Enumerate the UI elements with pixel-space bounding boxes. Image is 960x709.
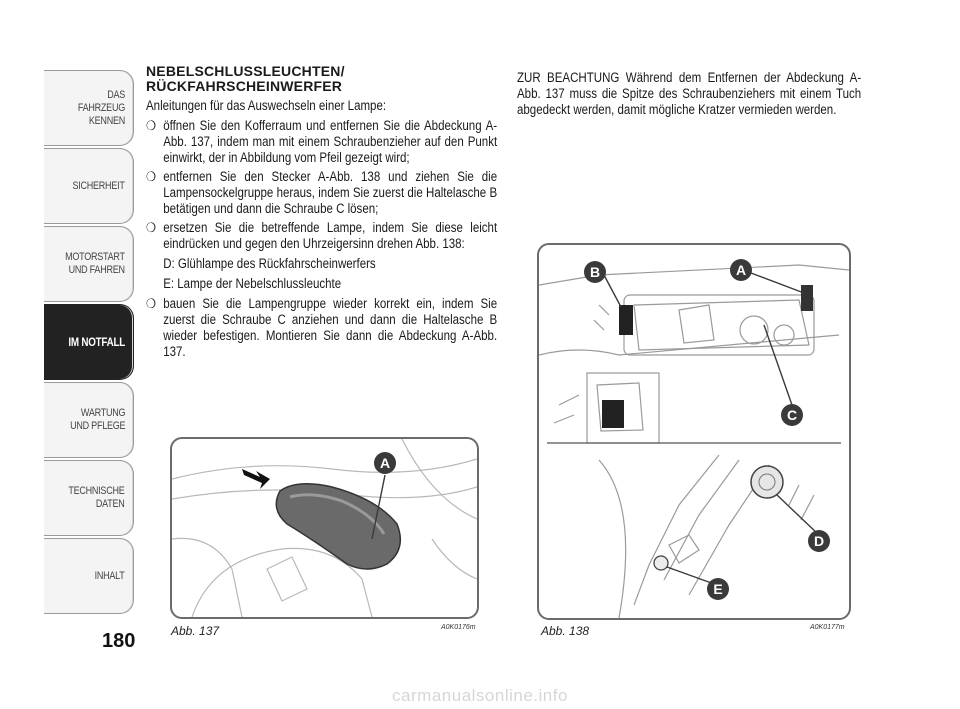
callout-d: D [813, 533, 825, 549]
tab-inhalt[interactable]: INHALT [44, 538, 134, 614]
page-number: 180 [102, 630, 136, 652]
list-item: ❍ entfernen Sie den Stecker A-Abb. 138 und ziehen Sie die Lampensockelgruppe heraus, indem Sie zuerst die Haltelasche B betätigen und dann die Schraube C lösen; [146, 169, 498, 216]
list-item: ❍ öffnen Sie den Kofferraum und entfernen Sie die Abdeckung A-Abb. 137, indem man mit einem Schraubenzieher auf den Punkt einwirkt, der in Abbildung vom Pfeil gezeigt wird; [146, 118, 498, 165]
figure-137-caption: Abb. 137 [171, 624, 220, 638]
tab-wartung[interactable]: WARTUNG UND PFLEGE [44, 382, 134, 458]
callout-c: C [786, 407, 798, 423]
note-column [517, 70, 862, 118]
bullet-icon: ❍ [146, 118, 157, 133]
instructions-body [146, 98, 497, 360]
section-heading: NEBELSCHLUSSLEUCHTEN/ RÜCKFAHRSCHEINWERFER [146, 63, 345, 94]
lamp-assembly-illustration [539, 245, 849, 618]
instructions-column [146, 64, 498, 363]
legend-d: D: Glühlampe des Rückfahrscheinwerfers [163, 256, 376, 271]
tab-das-fahrzeug-kennen[interactable]: DAS FAHRZEUG KENNEN [44, 70, 134, 146]
list-item: ❍ ersetzen Sie die betreffende Lampe, indem Sie diese leicht eindrücken und gegen den Uhrzeigersinn drehen Abb. 138: [146, 220, 498, 251]
figure-137 [170, 437, 479, 619]
note-text: ZUR BEACHTUNG Während dem Entfernen der Abdeckung A-Abb. 137 muss die Spitze des Schraubenziehers mit einem Tuch abgedeckt werden, damit mögliche Kratzer vermieden werden. [517, 70, 862, 117]
figure-137-code: A0K0176m [441, 624, 476, 631]
callout-b: B [589, 264, 601, 280]
cover-illustration [172, 439, 477, 617]
bullet-icon: ❍ [146, 169, 157, 184]
tab-im-notfall[interactable]: IM NOTFALL [44, 304, 134, 380]
figure-138-caption: Abb. 138 [541, 624, 590, 638]
watermark: carmanualsonline.info [392, 686, 568, 705]
intro-text: Anleitungen für das Auswechseln einer Lampe: [146, 98, 387, 113]
figure-138-code: A0K0177m [810, 624, 845, 631]
bullet-icon: ❍ [146, 220, 157, 235]
callout-e: E [713, 581, 723, 597]
list-item: ❍ bauen Sie die Lampengruppe wieder korrekt ein, indem Sie zuerst die Schraube C anziehen und dann die Haltelasche B wieder befestigen. Montieren Sie dann die Abdeckung A-Abb. 137. [146, 296, 498, 359]
figure-138 [537, 243, 851, 620]
tab-sicherheit[interactable]: SICHERHEIT [44, 148, 134, 224]
legend-e: E: Lampe der Nebelschlussleuchte [163, 276, 342, 291]
chapter-tabs [44, 70, 134, 616]
tab-motorstart[interactable]: MOTORSTART UND FAHREN [44, 226, 134, 302]
callout-a: A [735, 262, 747, 278]
tab-technische-daten[interactable]: TECHNISCHE DATEN [44, 460, 134, 536]
callout-a: A [379, 455, 391, 471]
bullet-icon: ❍ [146, 296, 157, 311]
